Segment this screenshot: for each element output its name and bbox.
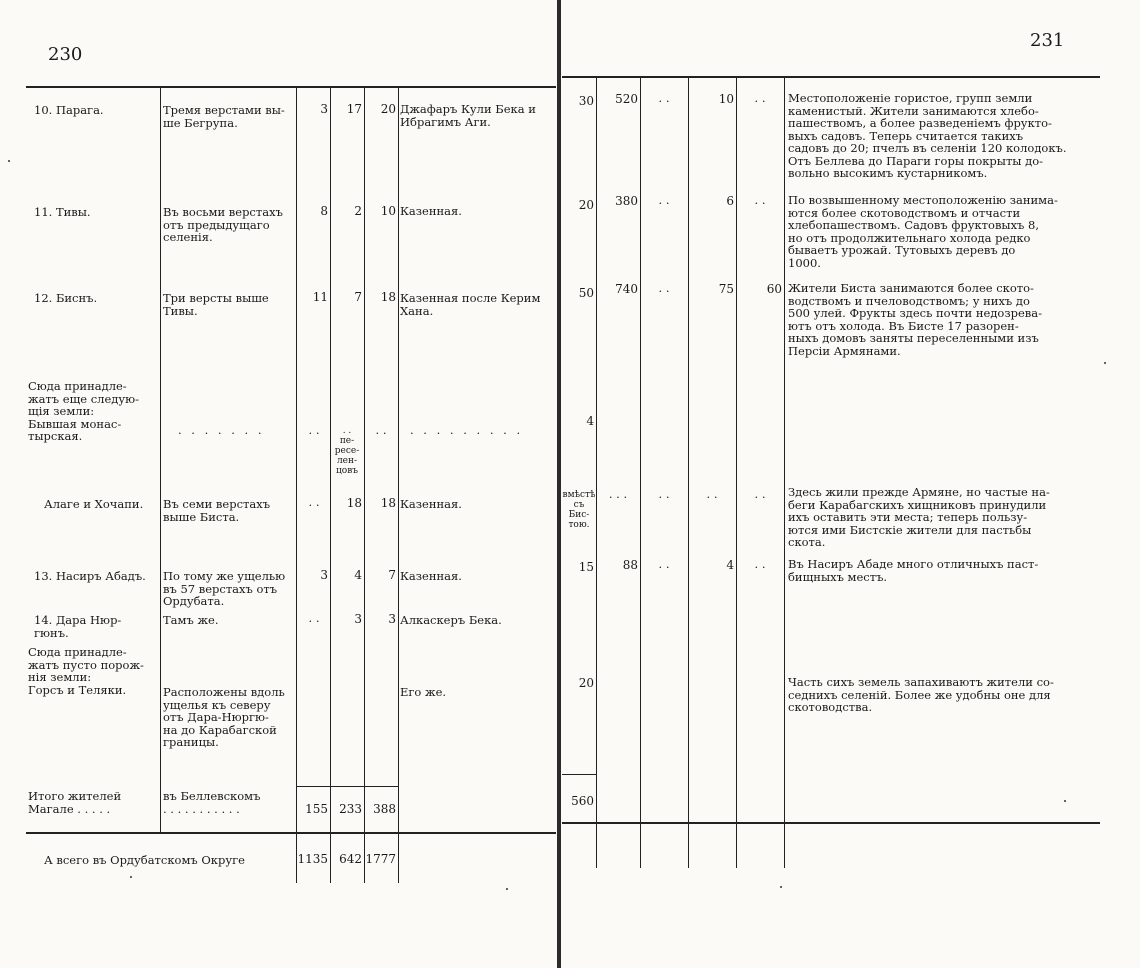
left-page [0,0,556,968]
village-location: Тамъ же. [163,613,219,627]
count-total: 3 [388,612,396,626]
village-owner: Казенная. [400,569,462,583]
print-speck [1104,362,1106,364]
header-rule [562,76,1100,78]
remark: По возвышенному местоположенію занима- ются более скотоводствомъ и отчасти хлебопашествомъ. Садовъ фруктовыхъ 8, но отъ продолжительнаго холода редко бываетъ урожай. Тутовыхъ деревъ до 1000. [788,193,1058,270]
village-owner: Казенная. [400,497,462,511]
col1-value: 20 [578,676,594,690]
col-rule [596,78,597,868]
count-total: 10 [380,204,396,218]
total-magal-location: въ Беллевскомъ . . . . . . . . . . . [163,789,261,816]
col5-value: . . [754,487,766,501]
village-name: 13. Насиръ Абадъ. [34,569,146,583]
col1-value: 4 [586,414,594,428]
total-magal-b: 233 [339,802,362,816]
village-owner: Казенная. [400,204,462,218]
village-location: . . . . . . . [178,423,265,437]
book-spine [557,0,561,968]
page-number-left: 230 [48,44,83,65]
col3-value: . . [658,91,670,105]
village-name: Сюда принадле- жатъ еще следую- щія земли: Бывшая монас- тырская. [28,379,140,443]
count-a: 3 [320,568,328,582]
village-location: По тому же ущелью въ 57 верстахъ отъ Ордубата. [163,569,286,608]
col3-value: . . [658,557,670,571]
village-name: 11. Тивы. [34,205,91,219]
count-a: . . [308,423,320,437]
count-a: . . [308,495,320,509]
remark: Здесь жили прежде Армяне, но частые на- беги Карабагскихъ хищниковъ принудили ихъ оставить эти места; теперь пользу- ются ими Бистскіе жители для пастьбы скота. [788,485,1050,549]
col-rule [640,78,641,868]
col2-value: 380 [615,194,638,208]
village-name: Алаге и Хочапи. [44,497,144,511]
village-location: Въ семи верстахъ выше Биста. [163,497,271,524]
col4-value: . . [706,487,718,501]
print-speck [506,888,508,890]
count-b: . . пе- ресе- лен- цовъ [334,426,360,476]
village-location: Три версты выше Тивы. [163,291,269,318]
count-total: 20 [380,102,396,116]
village-owner: Алкаскеръ Бека. [400,613,502,627]
count-b: 18 [346,496,362,510]
village-location: Въ восьми верстахъ отъ предыдущаго селенія. [163,205,283,244]
print-speck [1064,800,1066,802]
print-speck [8,160,10,162]
grand-total-a: 1135 [297,852,328,866]
grand-total-b: 642 [339,852,362,866]
col-rule [296,88,297,883]
count-b: 7 [354,290,362,304]
header-rule [26,86,556,88]
col5-value: . . [754,91,766,105]
count-total: . . [375,423,387,437]
col4-value: 6 [726,194,734,208]
col2-value: 740 [615,282,638,296]
village-owner: Его же. [400,685,447,699]
col-rule [330,88,331,883]
col-rule [688,78,689,868]
village-location: Тремя верстами вы- ше Бегрупа. [163,103,285,130]
col1-value: 20 [578,198,594,212]
remark: Местоположеніе гористое, групп земли каменистый. Жители занимаются хлебо- пашествомъ, а более разведеніемъ фрукто- выхъ садовъ. Теперь считается такихъ садовъ до 20; пчелъ въ селеніи 120 колодокъ. Отъ Беллева до Параги горы покрыты до- вольно высокимъ кустарникомъ. [788,91,1067,180]
count-a: 11 [312,290,328,304]
col-rule [736,78,737,868]
col3-value: . . [658,487,670,501]
col1-value: 30 [578,94,594,108]
grand-total-label: А всего въ Ордубатскомъ Округе [44,853,245,867]
village-location: Расположены вдоль ущелья къ северу отъ Дара-Нюргю- на до Карабагской границы. [163,685,285,749]
col5-value: 60 [766,282,782,296]
col3-value: . . [658,281,670,295]
col5-value: . . [754,557,766,571]
count-b: 3 [354,612,362,626]
col1-value: 15 [578,560,594,574]
remark: Въ Насиръ Абаде много отличныхъ паст- бищныхъ местъ. [788,557,1039,584]
count-b: 4 [354,568,362,582]
col2-value: 520 [615,92,638,106]
village-owner: . . . . . . . . . [410,423,524,437]
count-a: 3 [320,102,328,116]
totals-rule [296,786,398,787]
totals-rule [562,774,596,775]
remark: Жители Биста занимаются более ското- водствомъ и пчеловодствомъ; у нихъ до 500 улей. Фрукты здесь почти недозрева- ютъ отъ холода. Въ Бисте 17 разорен- ныхъ домовъ заняты переселенными изъ Персіи Армянами. [788,281,1043,358]
total-magal-total: 388 [373,802,396,816]
grand-total-total: 1777 [365,852,396,866]
col2-value: . . . [608,487,628,501]
count-total: 7 [388,568,396,582]
col3-value: . . [658,193,670,207]
col4-value: 75 [718,282,734,296]
count-b: 17 [346,102,362,116]
print-speck [780,886,782,888]
count-a: 8 [320,204,328,218]
col-rule [364,88,365,883]
col-rule [784,78,785,868]
village-owner: Джафаръ Кули Бека и Ибрагимъ Аги. [400,102,536,129]
page-number-right: 231 [1030,30,1065,51]
village-name: 12. Биснъ. [34,291,98,305]
col2-value: 88 [622,558,638,572]
count-total: 18 [380,496,396,510]
col4-value: 10 [718,92,734,106]
col1-value: вмѣстѣ съ Бис- тою. [562,490,596,530]
count-a: . . [308,611,320,625]
village-name: 14. Дара Нюр- гюнъ. [34,613,122,640]
footer-rule [562,822,1100,824]
col5-value: . . [754,193,766,207]
col1-value: 50 [578,286,594,300]
count-total: 18 [380,290,396,304]
count-b: 2 [354,204,362,218]
remark: Часть сихъ земель запахиваютъ жители со- седнихъ селеній. Более же удобны оне для скотоводства. [788,675,1054,714]
col-rule [160,88,161,833]
print-speck [130,876,132,878]
col-rule [398,88,399,883]
total-col1: 560 [571,794,594,808]
footer-rule [26,832,556,834]
total-magal-label: Итого жителей Магале . . . . . [28,789,122,816]
total-magal-a: 155 [305,802,328,816]
col4-value: 4 [726,558,734,572]
village-name: 10. Парага. [34,103,104,117]
village-name: Сюда принадле- жатъ пусто порож- нія земли: Горсъ и Теляки. [28,645,144,697]
village-owner: Казенная после Керим Хана. [400,291,541,318]
right-page [562,0,1140,968]
